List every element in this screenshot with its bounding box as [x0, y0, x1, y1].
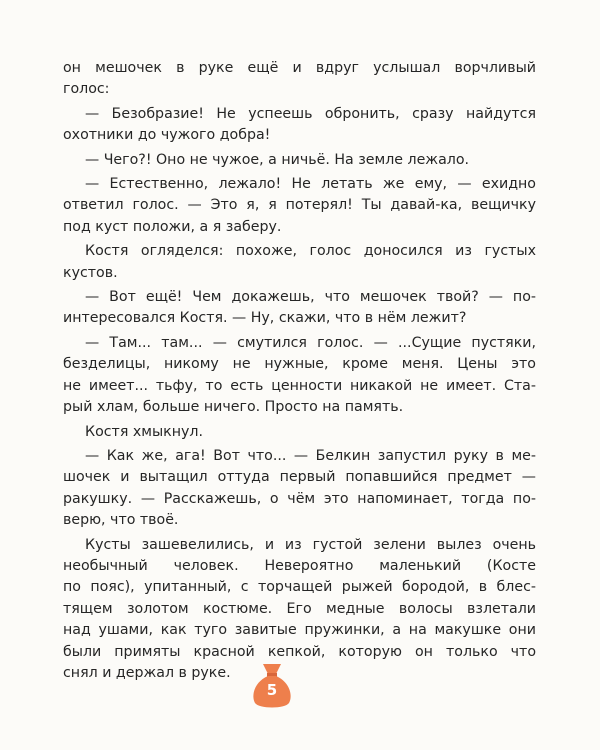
paragraph — [63, 333, 536, 419]
text-line: Костя огляделся: похоже, голос доносился из густых — [85, 243, 536, 260]
text-line: интересовался Костя. — Ну, скажи, что в нём лежит? — [63, 310, 467, 327]
paragraph — [63, 422, 536, 443]
paragraph — [63, 174, 536, 238]
text-line: Костя хмыкнул. — [85, 423, 203, 440]
text-line: голос: — [63, 81, 110, 98]
story-text — [63, 58, 536, 684]
text-line: Кусты зашевелились, и из густой зелени вылез очень — [85, 536, 536, 553]
text-line: охотники до чужого добра! — [63, 127, 271, 144]
page-number: 5 — [266, 681, 278, 699]
text-line: — Вот ещё! Чем докажешь, что мешочек твой? — по- — [85, 289, 536, 306]
text-line: над ушами, как туго завитые пружинки, а на макушке они — [63, 622, 536, 639]
paragraph — [63, 446, 536, 532]
text-line: — Как же, ага! Вот что... — Белкин запустил руку в ме- — [85, 447, 536, 464]
text-line: необычный человек. Невероятно маленький (Косте — [63, 557, 536, 574]
paragraph — [63, 104, 536, 147]
text-line: — Безобразие! Не успеешь обронить, сразу найдутся — [85, 105, 536, 122]
text-line: снял и держал в руке. — [63, 664, 231, 681]
text-line: не имеет... тьфу, то есть ценности никакой не имеет. Ста- — [63, 377, 536, 394]
text-line: — Там... там... — смутился голос. — ...Сущие пустяки, — [85, 334, 536, 351]
text-line: по пояс), упитанный, с торчащей рыжей бородой, в блес- — [63, 579, 536, 596]
text-line: рый хлам, больше ничего. Просто на память. — [63, 399, 404, 416]
text-line: под куст положи, а я заберу. — [63, 218, 282, 235]
page-number-badge — [249, 662, 295, 710]
text-line: кустов. — [63, 264, 118, 281]
paragraph — [63, 58, 536, 101]
text-line: безделицы, никому не нужные, кроме меня. Цены это — [63, 356, 536, 373]
text-line: ответил голос. — Это я, я потерял! Ты давай-ка, вещичку — [63, 197, 536, 214]
text-line: ракушку. — Расскажешь, о чём это напоминает, тогда по- — [63, 490, 536, 507]
text-line: — Чего?! Оно не чужое, а ничьё. На земле лежало. — [85, 151, 470, 168]
paragraph — [63, 535, 536, 685]
text-line: он мешочек в руке ещё и вдруг услышал ворчливый — [63, 60, 536, 76]
text-line: верю, что твоё. — [63, 512, 179, 529]
paragraph — [63, 241, 536, 284]
text-line: — Естественно, лежало! Не летать же ему, — ехидно — [85, 176, 536, 193]
paragraph — [63, 150, 536, 171]
text-line: тящем золотом костюме. Его медные волосы взлетали — [63, 600, 536, 617]
paragraph — [63, 287, 536, 330]
text-line: были примяты красной кепкой, которую он только что — [63, 643, 536, 660]
text-line: шочек и вытащил оттуда первый попавшийся предмет — — [63, 469, 536, 486]
